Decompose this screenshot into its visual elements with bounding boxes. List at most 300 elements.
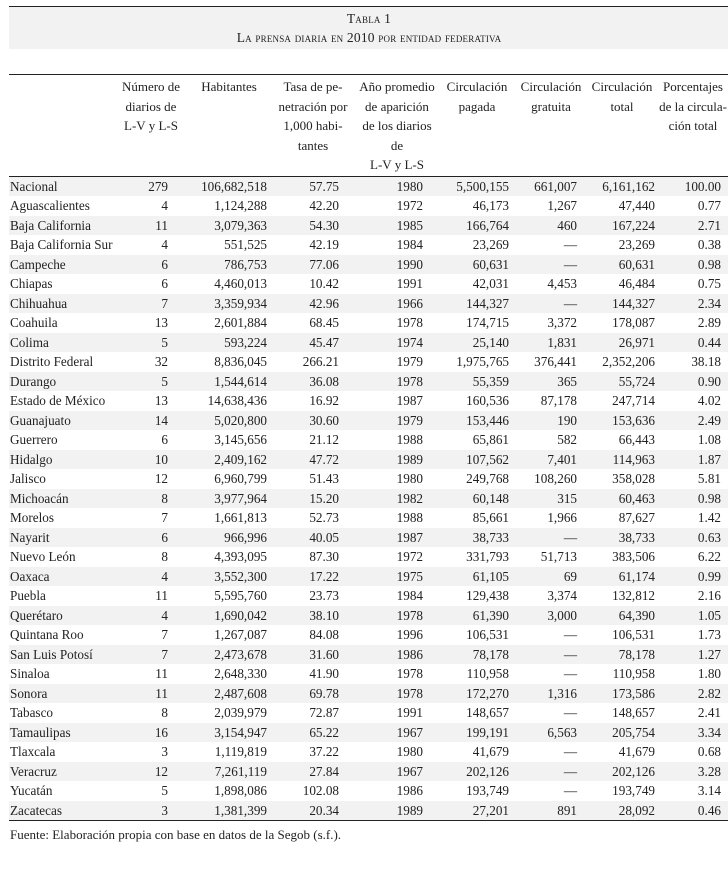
table-row (9, 801, 728, 821)
anio-promedio: 1987 (396, 529, 423, 545)
num-diarios: 11 (155, 588, 168, 603)
habitantes: 3,154,947 (214, 724, 267, 740)
habitantes: 8,836,045 (214, 354, 267, 369)
circulacion-gratuita: 190 (557, 412, 577, 428)
anio-promedio: 1982 (396, 490, 423, 506)
table-row (9, 703, 728, 723)
entity-name: Querétaro (10, 607, 63, 623)
entity-name: Chiapas (10, 276, 53, 291)
num-diarios: 8 (161, 549, 168, 564)
num-diarios: 7 (161, 295, 168, 311)
anio-promedio: 1980 (396, 471, 423, 486)
circulacion-pagada: 249,768 (466, 471, 509, 486)
circulacion-pagada: 5,500,155 (456, 178, 509, 194)
table-row (9, 313, 728, 333)
num-diarios: 5 (161, 783, 168, 798)
column-header-line: gratuita (531, 98, 571, 114)
circulacion-gratuita: — (563, 744, 577, 759)
num-diarios: 8 (161, 705, 168, 720)
anio-promedio: 1966 (396, 295, 423, 311)
entity-name: Guanajuato (10, 412, 71, 428)
habitantes: 3,359,934 (214, 295, 267, 311)
circulacion-gratuita: 69 (563, 568, 577, 584)
habitantes: 1,119,819 (214, 744, 267, 759)
anio-promedio: 1978 (396, 666, 423, 681)
num-diarios: 3 (161, 744, 168, 759)
tasa-penetracion: 87.30 (309, 549, 339, 564)
table-row (9, 255, 728, 275)
anio-promedio: 1978 (396, 607, 423, 623)
circulacion-gratuita: 661,007 (534, 178, 577, 194)
table-row (9, 664, 728, 684)
entity-name: Hidalgo (10, 451, 53, 467)
circulacion-total: 87,627 (618, 510, 655, 525)
anio-promedio: 1975 (396, 568, 423, 584)
circulacion-pagada: 41,679 (472, 744, 509, 759)
circulacion-pagada: 60,148 (472, 490, 509, 506)
column-header-line: de la circula- (659, 98, 727, 114)
habitantes: 1,381,399 (214, 802, 267, 818)
anio-promedio: 1972 (396, 198, 423, 213)
tasa-penetracion: 45.47 (309, 334, 339, 350)
circulacion-gratuita: 51,713 (540, 549, 577, 564)
entity-name: Chihuahua (10, 295, 68, 311)
porcentaje-circulacion: 0.63 (697, 529, 721, 545)
num-diarios: 4 (161, 237, 168, 252)
porcentaje-circulacion: 3.34 (697, 724, 721, 740)
habitantes: 6,960,799 (214, 471, 267, 486)
table-row (9, 489, 728, 509)
column-header-entity (9, 75, 115, 177)
tasa-penetracion: 69.78 (309, 685, 339, 701)
column-header-line: Porcentajes (663, 79, 723, 94)
circulacion-total: 106,531 (612, 627, 655, 642)
table-figure (9, 6, 728, 843)
tasa-penetracion: 30.60 (309, 412, 339, 428)
circulacion-pagada: 85,661 (472, 510, 509, 525)
habitantes: 3,977,964 (214, 490, 267, 506)
num-diarios: 3 (161, 802, 168, 818)
porcentaje-circulacion: 2.34 (697, 295, 721, 311)
circulacion-total: 26,971 (618, 334, 655, 350)
table-row (9, 469, 728, 489)
circulacion-pagada: 61,390 (472, 607, 509, 623)
habitantes: 966,996 (224, 529, 267, 545)
num-diarios: 7 (161, 646, 168, 662)
circulacion-pagada: 144,327 (466, 295, 509, 311)
porcentaje-circulacion: 0.44 (697, 334, 721, 350)
tasa-penetracion: 77.06 (309, 256, 339, 272)
entity-name: Morelos (10, 510, 54, 525)
circulacion-pagada: 166,764 (466, 217, 509, 233)
entity-name: Nacional (10, 178, 58, 194)
circulacion-pagada: 55,359 (472, 373, 509, 389)
tasa-penetracion: 40.05 (309, 529, 339, 545)
circulacion-total: 66,443 (618, 432, 655, 447)
porcentaje-circulacion: 1.87 (697, 451, 721, 467)
porcentaje-circulacion: 1.42 (697, 510, 721, 525)
circulacion-total: 193,749 (612, 783, 655, 798)
column-header-anio (355, 75, 439, 177)
entity-name: Tabasco (10, 705, 54, 720)
circulacion-pagada: 61,105 (472, 568, 509, 584)
circulacion-total: 60,463 (618, 490, 655, 506)
circulacion-pagada: 78,178 (472, 646, 509, 662)
tasa-penetracion: 102.08 (302, 783, 339, 798)
circulacion-total: 167,224 (612, 217, 655, 233)
circulacion-pagada: 107,562 (466, 451, 509, 467)
habitantes: 106,682,518 (201, 178, 267, 194)
entity-name: Distrito Federal (10, 354, 94, 369)
circulacion-pagada: 110,958 (466, 666, 509, 681)
circulacion-pagada: 60,631 (472, 256, 509, 272)
table-row (9, 508, 728, 528)
entity-name: Durango (10, 373, 57, 389)
habitantes: 14,638,436 (207, 393, 267, 408)
entity-name: Yucatán (10, 783, 53, 798)
entity-name: Tlaxcala (10, 744, 56, 759)
anio-promedio: 1984 (396, 237, 423, 252)
table-row (9, 274, 728, 294)
circulacion-gratuita: 7,401 (547, 451, 577, 467)
column-header-line: de (390, 137, 404, 153)
porcentaje-circulacion: 0.68 (697, 744, 721, 759)
anio-promedio: 1978 (396, 315, 423, 330)
tasa-penetracion: 51.43 (309, 471, 339, 486)
habitantes: 1,898,086 (214, 783, 267, 798)
anio-promedio: 1984 (396, 588, 423, 603)
column-header-line: diarios de (125, 98, 177, 114)
circulacion-gratuita: 891 (557, 802, 577, 818)
table-row (9, 196, 728, 216)
column-header-line: total (610, 98, 634, 114)
column-header-line: tantes (297, 137, 329, 153)
circulacion-total: 153,636 (612, 412, 655, 428)
tasa-penetracion: 42.96 (309, 295, 339, 311)
num-diarios: 11 (155, 217, 168, 233)
table-row (9, 294, 728, 314)
tasa-penetracion: 17.22 (309, 568, 339, 584)
num-diarios: 14 (154, 412, 168, 428)
table-row (9, 333, 728, 353)
num-diarios: 16 (154, 724, 168, 740)
column-header-line: Habitantes (201, 79, 257, 94)
circulacion-gratuita: 582 (557, 432, 577, 447)
circulacion-total: 28,092 (618, 802, 655, 818)
table-row (9, 567, 728, 587)
tasa-penetracion: 20.34 (309, 802, 339, 818)
circulacion-pagada: 23,269 (472, 237, 509, 252)
anio-promedio: 1978 (396, 373, 423, 389)
anio-promedio: 1987 (396, 393, 423, 408)
num-diarios: 6 (161, 256, 168, 272)
column-header-line: Circulación (446, 79, 508, 94)
porcentaje-circulacion: 2.16 (697, 588, 721, 603)
porcentaje-circulacion: 38.18 (691, 354, 721, 369)
circulacion-total: 2,352,206 (602, 354, 655, 369)
habitantes: 2,648,330 (214, 666, 267, 681)
circulacion-gratuita: — (563, 705, 577, 720)
tasa-penetracion: 41.90 (309, 666, 339, 681)
entity-name: Nayarit (10, 529, 50, 545)
circulacion-total: 173,586 (612, 685, 655, 701)
num-diarios: 6 (161, 529, 168, 545)
tasa-penetracion: 23.73 (309, 588, 339, 603)
column-header-tasa (271, 75, 355, 177)
porcentaje-circulacion: 1.80 (697, 666, 721, 681)
habitantes: 1,544,614 (214, 373, 267, 389)
habitantes: 2,487,608 (214, 685, 267, 701)
circulacion-gratuita: 4,453 (547, 276, 577, 291)
num-diarios: 13 (154, 315, 168, 330)
column-header-circ-total (587, 75, 657, 177)
tasa-penetracion: 10.42 (309, 276, 339, 291)
habitantes: 3,145,656 (214, 432, 267, 447)
circulacion-pagada: 27,201 (472, 802, 509, 818)
column-header-line: pagada (458, 98, 496, 114)
circulacion-total: 47,440 (618, 198, 655, 213)
anio-promedio: 1980 (396, 744, 423, 759)
column-header-line: de los diarios (362, 118, 432, 133)
circulacion-total: 55,724 (618, 373, 655, 389)
entity-name: Puebla (10, 588, 46, 603)
porcentaje-circulacion: 0.38 (697, 237, 721, 252)
table-row (9, 372, 728, 392)
table-row (9, 606, 728, 626)
table-row (9, 176, 728, 196)
entity-name: Quintana Roo (10, 627, 84, 642)
entity-name: Coahuila (10, 315, 58, 330)
entity-name: Estado de México (10, 393, 106, 408)
table-body (9, 176, 728, 821)
table-row (9, 391, 728, 411)
circulacion-gratuita: — (563, 646, 577, 662)
tasa-penetracion: 37.22 (309, 744, 339, 759)
column-header-porcentaje (657, 75, 728, 177)
column-header-line: L-V y L-S (124, 118, 178, 133)
circulacion-pagada: 38,733 (472, 529, 509, 545)
table-row (9, 430, 728, 450)
porcentaje-circulacion: 0.46 (697, 802, 721, 818)
entity-name: Aguascalientes (10, 198, 90, 213)
entity-name: Guerrero (10, 432, 58, 447)
tasa-penetracion: 68.45 (309, 315, 339, 330)
tasa-penetracion: 52.73 (309, 510, 339, 525)
entity-name: Tamaulipas (10, 724, 71, 740)
tasa-penetracion: 42.20 (309, 198, 339, 213)
circulacion-pagada: 46,173 (472, 198, 509, 213)
num-diarios: 4 (161, 607, 168, 623)
habitantes: 5,595,760 (214, 588, 267, 603)
circulacion-gratuita: — (563, 666, 577, 681)
circulacion-pagada: 148,657 (466, 705, 509, 720)
column-header-num-diarios (115, 75, 187, 177)
entity-name: Baja California (10, 217, 91, 233)
circulacion-total: 78,178 (618, 646, 655, 662)
table-row (9, 216, 728, 236)
circulacion-total: 6,161,162 (602, 178, 655, 194)
table-row (9, 450, 728, 470)
anio-promedio: 1979 (396, 354, 423, 369)
circulacion-pagada: 25,140 (472, 334, 509, 350)
column-header-circ-gratuita (515, 75, 587, 177)
anio-promedio: 1967 (396, 763, 423, 779)
anio-promedio: 1978 (396, 685, 423, 701)
num-diarios: 5 (161, 334, 168, 350)
table-row (9, 625, 728, 645)
porcentaje-circulacion: 0.98 (697, 256, 721, 272)
num-diarios: 4 (161, 198, 168, 213)
porcentaje-circulacion: 2.41 (697, 705, 721, 720)
anio-promedio: 1967 (396, 724, 423, 740)
circulacion-total: 60,631 (618, 256, 655, 272)
column-header-line: Tasa de pe- (283, 79, 343, 94)
circulacion-gratuita: 3,374 (547, 588, 577, 603)
num-diarios: 11 (155, 685, 168, 701)
num-diarios: 8 (161, 490, 168, 506)
tasa-penetracion: 266.21 (302, 354, 339, 369)
habitantes: 3,552,300 (214, 568, 267, 584)
entity-name: Veracruz (10, 763, 57, 779)
porcentaje-circulacion: 0.77 (697, 198, 721, 213)
column-header-habitantes (187, 75, 271, 177)
porcentaje-circulacion: 6.22 (697, 549, 721, 564)
porcentaje-circulacion: 100.00 (684, 178, 721, 194)
entity-name: San Luis Potosí (10, 646, 93, 662)
circulacion-pagada: 331,793 (466, 549, 509, 564)
habitantes: 5,020,800 (214, 412, 267, 428)
habitantes: 7,261,119 (214, 763, 267, 779)
circulacion-gratuita: — (563, 256, 577, 272)
num-diarios: 5 (161, 373, 168, 389)
anio-promedio: 1991 (396, 276, 423, 291)
circulacion-gratuita: — (563, 783, 577, 798)
tasa-penetracion: 38.10 (309, 607, 339, 623)
circulacion-total: 110,958 (612, 666, 655, 681)
column-header-line: netración por (278, 98, 348, 114)
circulacion-total: 23,269 (618, 237, 655, 252)
anio-promedio: 1989 (396, 802, 423, 818)
circulacion-gratuita: 1,267 (547, 198, 577, 213)
porcentaje-circulacion: 0.99 (697, 568, 721, 584)
circulacion-total: 132,812 (612, 588, 655, 603)
anio-promedio: 1990 (396, 256, 423, 272)
circulacion-gratuita: — (563, 627, 577, 642)
circulacion-total: 247,714 (612, 393, 655, 408)
entity-name: Nuevo León (10, 549, 76, 564)
porcentaje-circulacion: 3.14 (697, 783, 721, 798)
habitantes: 3,079,363 (214, 217, 267, 233)
habitantes: 1,124,288 (214, 198, 267, 213)
anio-promedio: 1991 (396, 705, 423, 720)
circulacion-gratuita: 87,178 (540, 393, 577, 408)
circulacion-pagada: 1,975,765 (456, 354, 509, 369)
num-diarios: 6 (161, 276, 168, 291)
column-header-circ-pagada (439, 75, 515, 177)
anio-promedio: 1979 (396, 412, 423, 428)
circulacion-gratuita: 376,441 (534, 354, 577, 369)
habitantes: 1,267,087 (214, 627, 267, 642)
circulacion-pagada: 153,446 (466, 412, 509, 428)
tasa-penetracion: 84.08 (309, 627, 339, 642)
entity-name: Oaxaca (10, 568, 50, 584)
column-header-line: Circulación (591, 79, 653, 94)
circulacion-total: 383,506 (612, 549, 655, 564)
num-diarios: 13 (154, 393, 168, 408)
porcentaje-circulacion: 2.71 (697, 217, 721, 233)
porcentaje-circulacion: 4.02 (697, 393, 721, 408)
anio-promedio: 1988 (396, 432, 423, 447)
column-header-line: Circulación (520, 79, 582, 94)
anio-promedio: 1972 (396, 549, 423, 564)
habitantes: 2,601,884 (214, 315, 267, 330)
circulacion-gratuita: — (563, 529, 577, 545)
anio-promedio: 1988 (396, 510, 423, 525)
num-diarios: 12 (154, 763, 168, 779)
table-source-note: Fuente: Elaboración propia con base en datos de la Segob (s.f.). (10, 827, 342, 842)
table-row (9, 528, 728, 548)
habitantes: 593,224 (224, 334, 267, 350)
habitantes: 1,661,813 (214, 510, 267, 525)
tasa-penetracion: 65.22 (309, 724, 339, 740)
circulacion-total: 41,679 (618, 744, 655, 759)
table-row (9, 762, 728, 782)
entity-name: Michoacán (10, 490, 69, 506)
table-row (9, 742, 728, 762)
anio-promedio: 1974 (396, 334, 423, 350)
circulacion-total: 38,733 (618, 529, 655, 545)
entity-name: Colima (10, 334, 49, 350)
anio-promedio: 1986 (396, 646, 423, 662)
circulacion-pagada: 65,861 (472, 432, 509, 447)
tasa-penetracion: 42.19 (309, 237, 339, 252)
anio-promedio: 1996 (396, 627, 423, 642)
table-row (9, 235, 728, 255)
circulacion-total: 64,390 (618, 607, 655, 623)
circulacion-gratuita: 3,000 (547, 607, 577, 623)
anio-promedio: 1985 (396, 217, 423, 233)
porcentaje-circulacion: 2.49 (697, 412, 721, 428)
column-header-line: 1,000 habi- (283, 118, 343, 133)
table-row (9, 723, 728, 743)
table-number: Tabla 1 (346, 11, 392, 26)
circulacion-total: 46,484 (618, 276, 655, 291)
table-row (9, 684, 728, 704)
num-diarios: 10 (154, 451, 168, 467)
circulacion-total: 205,754 (612, 724, 655, 740)
circulacion-pagada: 160,536 (466, 393, 509, 408)
circulacion-gratuita: 1,831 (547, 334, 577, 350)
num-diarios: 6 (161, 432, 168, 447)
entity-name: Baja California Sur (10, 237, 113, 252)
anio-promedio: 1980 (396, 178, 423, 194)
table-row (9, 645, 728, 665)
circulacion-gratuita: 1,966 (547, 510, 577, 525)
tasa-penetracion: 21.12 (309, 432, 339, 447)
column-header-line: L-V y L-S (370, 157, 424, 172)
column-header-line: ción total (668, 118, 718, 133)
circulacion-gratuita: 460 (557, 217, 577, 233)
circulacion-gratuita: 1,316 (547, 685, 577, 701)
circulacion-pagada: 106,531 (466, 627, 509, 642)
porcentaje-circulacion: 0.75 (697, 276, 721, 291)
porcentaje-circulacion: 2.82 (697, 685, 721, 701)
entity-name: Sinaloa (10, 666, 50, 681)
circulacion-gratuita: 3,372 (547, 315, 577, 330)
table-row (9, 547, 728, 567)
table-title-box (9, 6, 728, 49)
table-row (9, 781, 728, 801)
